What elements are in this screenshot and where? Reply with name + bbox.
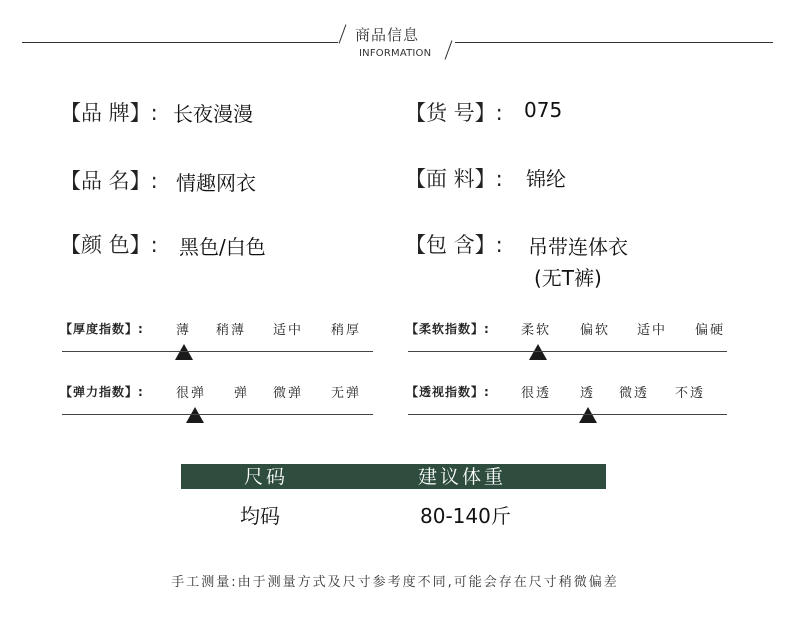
weight-cell: 80-140斤 bbox=[420, 504, 511, 528]
size-column-header: 尺码 bbox=[244, 466, 289, 488]
thickness-option-slightly-thick: 稍厚 bbox=[331, 323, 362, 338]
includes-note: (无T裤) bbox=[534, 266, 602, 290]
thickness-index-label: 【厚度指数】: bbox=[60, 322, 144, 336]
softness-option-slightly-soft: 偏软 bbox=[580, 323, 611, 338]
fabric-label: 【面 料】: bbox=[405, 167, 503, 191]
softness-index-label: 【柔软指数】: bbox=[406, 322, 490, 336]
header-rule-left bbox=[22, 42, 338, 43]
elasticity-option-none: 无弹 bbox=[331, 386, 362, 401]
color-label: 【颜 色】: bbox=[60, 233, 158, 257]
measurement-note: 手工测量:由于测量方式及尺寸参考度不同,可能会存在尺寸稍微偏差 bbox=[171, 575, 619, 590]
softness-marker bbox=[529, 344, 547, 360]
brand-label: 【品 牌】: bbox=[60, 101, 158, 125]
includes-value: 吊带连体衣 bbox=[528, 235, 628, 259]
transparency-option-very-sheer: 很透 bbox=[521, 386, 552, 401]
elasticity-option-very-elastic: 很弹 bbox=[176, 386, 207, 401]
brand-value: 长夜漫漫 bbox=[173, 102, 253, 126]
header-title: 商品信息 bbox=[355, 26, 420, 44]
softness-option-slightly-hard: 偏硬 bbox=[695, 323, 726, 338]
transparency-marker bbox=[579, 407, 597, 423]
thickness-option-slightly-thin: 稍薄 bbox=[216, 323, 247, 338]
transparency-option-opaque: 不透 bbox=[675, 386, 706, 401]
size-cell: 均码 bbox=[240, 504, 280, 528]
softness-option-medium: 适中 bbox=[637, 323, 668, 338]
elasticity-option-elastic: 弹 bbox=[234, 386, 250, 401]
transparency-option-sheer: 透 bbox=[580, 386, 596, 401]
thickness-scale-line bbox=[62, 351, 373, 352]
elasticity-marker bbox=[186, 407, 204, 423]
weight-column-header: 建议体重 bbox=[418, 466, 507, 488]
color-value: 黑色/白色 bbox=[179, 235, 266, 259]
header-subtitle: INFORMATION bbox=[359, 48, 432, 59]
header-rule-right bbox=[455, 42, 773, 43]
thickness-option-thin: 薄 bbox=[176, 323, 192, 338]
softness-scale-line bbox=[408, 351, 727, 352]
elasticity-option-slight: 微弹 bbox=[273, 386, 304, 401]
header-slash-right bbox=[445, 40, 453, 59]
transparency-index-label: 【透视指数】: bbox=[406, 385, 490, 399]
elasticity-scale-line bbox=[62, 414, 373, 415]
product-name-label: 【品 名】: bbox=[60, 169, 158, 193]
thickness-option-medium: 适中 bbox=[273, 323, 304, 338]
thickness-marker bbox=[175, 344, 193, 360]
elasticity-index-label: 【弹力指数】: bbox=[60, 385, 144, 399]
fabric-value: 锦纶 bbox=[526, 167, 566, 191]
transparency-option-slight: 微透 bbox=[619, 386, 650, 401]
softness-option-soft: 柔软 bbox=[521, 323, 552, 338]
item-number-value: 075 bbox=[524, 98, 563, 122]
includes-label: 【包 含】: bbox=[405, 233, 503, 257]
item-number-label: 【货 号】: bbox=[405, 101, 503, 125]
product-name-value: 情趣网衣 bbox=[176, 171, 256, 195]
header-slash-left bbox=[339, 24, 347, 43]
transparency-scale-line bbox=[408, 414, 727, 415]
